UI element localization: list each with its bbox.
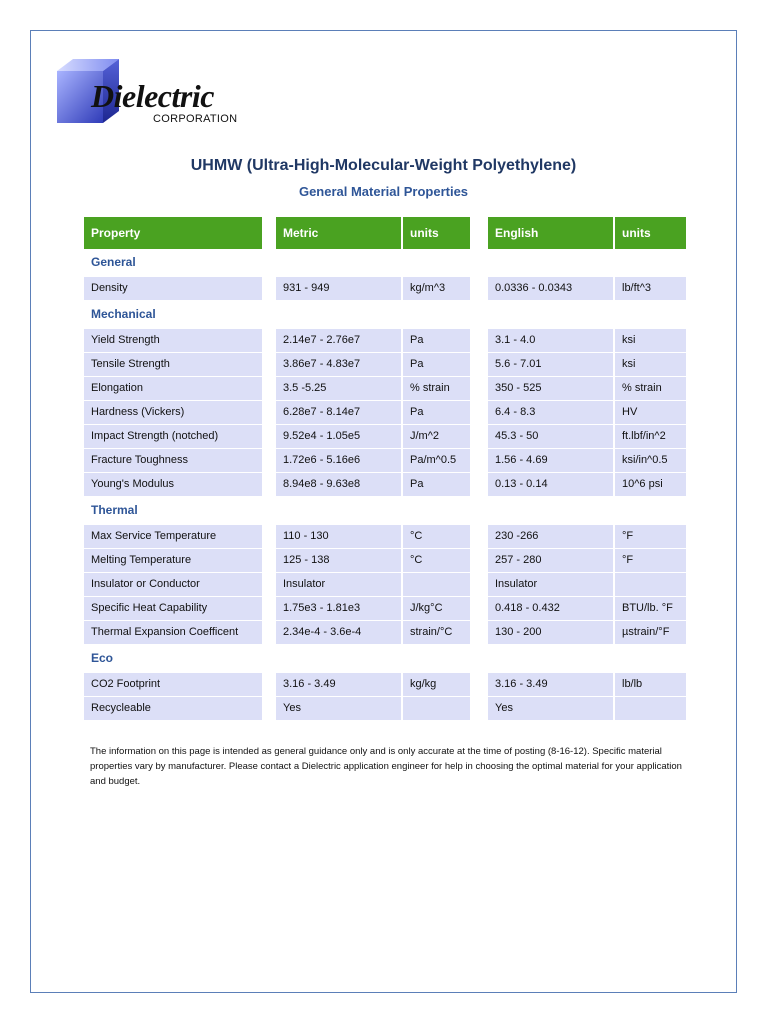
english-value: 5.6 - 7.01 [488,353,613,376]
property-name: Yield Strength [84,329,262,352]
property-name: Density [84,277,262,300]
english-units: lb/lb [615,673,686,696]
english-value: 45.3 - 50 [488,425,613,448]
company-logo [55,57,265,127]
english-units: BTU/lb. °F [615,597,686,620]
property-name: Recycleable [84,697,262,720]
metric-units: % strain [403,377,470,400]
metric-value: 6.28e7 - 8.14e7 [276,401,401,424]
page-title: UHMW (Ultra-High-Molecular-Weight Polyethylene) [190,157,577,174]
metric-units: Pa [403,353,470,376]
metric-value: 2.34e-4 - 3.6e-4 [276,621,401,644]
property-name: Impact Strength (notched) [84,425,262,448]
property-name: Elongation [84,377,262,400]
metric-units: Pa [403,401,470,424]
metric-units: J/m^2 [403,425,470,448]
page-subtitle: General Material Properties [298,184,469,199]
english-value: Insulator [488,573,613,596]
english-value: 6.4 - 8.3 [488,401,613,424]
metric-units: strain/°C [403,621,470,644]
metric-value: 125 - 138 [276,549,401,572]
disclaimer-footnote: The information on this page is intended as general guidance only and is only accurate at the time of posting (8-16-12). Specific material properties vary by manufacturer. Please contact a Dielectric application engineer for help in choosing the optimal material for your application and budget. [90,746,682,787]
metric-value: 3.86e7 - 4.83e7 [276,353,401,376]
metric-value: 3.5 -5.25 [276,377,401,400]
header-english-units: units [615,217,686,249]
english-value: Yes [488,697,613,720]
english-value: 1.56 - 4.69 [488,449,613,472]
english-value: 350 - 525 [488,377,613,400]
english-value: 3.1 - 4.0 [488,329,613,352]
english-units: µstrain/°F [615,621,686,644]
english-value: 0.0336 - 0.0343 [488,277,613,300]
property-name: CO2 Footprint [84,673,262,696]
metric-units: Pa [403,473,470,496]
english-units: ksi [615,329,686,352]
property-name: Insulator or Conductor [84,573,262,596]
property-name: Thermal Expansion Coefficent [84,621,262,644]
english-units: 10^6 psi [615,473,686,496]
property-name: Young's Modulus [84,473,262,496]
english-value: 230 -266 [488,525,613,548]
english-units: ksi/in^0.5 [615,449,686,472]
english-units [615,697,686,720]
header-english: English [488,217,613,249]
metric-value: Yes [276,697,401,720]
english-units: ft.lbf/in^2 [615,425,686,448]
english-units: °F [615,525,686,548]
english-value: 0.13 - 0.14 [488,473,613,496]
metric-value: Insulator [276,573,401,596]
metric-units: Pa [403,329,470,352]
metric-value: 8.94e8 - 9.63e8 [276,473,401,496]
metric-units: kg/kg [403,673,470,696]
header-metric: Metric [276,217,401,249]
english-value: 130 - 200 [488,621,613,644]
section-title: General [84,251,262,274]
metric-units: °C [403,525,470,548]
metric-units [403,573,470,596]
header-property: Property [84,217,262,249]
english-value: 257 - 280 [488,549,613,572]
metric-value: 110 - 130 [276,525,401,548]
english-value: 0.418 - 0.432 [488,597,613,620]
brand-name: Dielectric [91,78,214,114]
english-value: 3.16 - 3.49 [488,673,613,696]
property-name: Fracture Toughness [84,449,262,472]
section-title: Mechanical [84,303,262,326]
brand-subtitle: CORPORATION [153,113,238,125]
metric-units: °C [403,549,470,572]
section-title: Thermal [84,499,262,522]
section-title: Eco [84,647,262,670]
property-name: Specific Heat Capability [84,597,262,620]
english-units: °F [615,549,686,572]
metric-units: kg/m^3 [403,277,470,300]
metric-value: 1.72e6 - 5.16e6 [276,449,401,472]
metric-units: J/kg°C [403,597,470,620]
header-metric-units: units [403,217,470,249]
metric-value: 2.14e7 - 2.76e7 [276,329,401,352]
metric-value: 9.52e4 - 1.05e5 [276,425,401,448]
document-page [30,30,737,993]
metric-value: 1.75e3 - 1.81e3 [276,597,401,620]
english-units: % strain [615,377,686,400]
metric-units [403,697,470,720]
property-name: Hardness (Vickers) [84,401,262,424]
english-units [615,573,686,596]
english-units: HV [615,401,686,424]
property-name: Melting Temperature [84,549,262,572]
metric-value: 931 - 949 [276,277,401,300]
english-units: ksi [615,353,686,376]
property-name: Tensile Strength [84,353,262,376]
property-name: Max Service Temperature [84,525,262,548]
metric-value: 3.16 - 3.49 [276,673,401,696]
metric-units: Pa/m^0.5 [403,449,470,472]
english-units: lb/ft^3 [615,277,686,300]
